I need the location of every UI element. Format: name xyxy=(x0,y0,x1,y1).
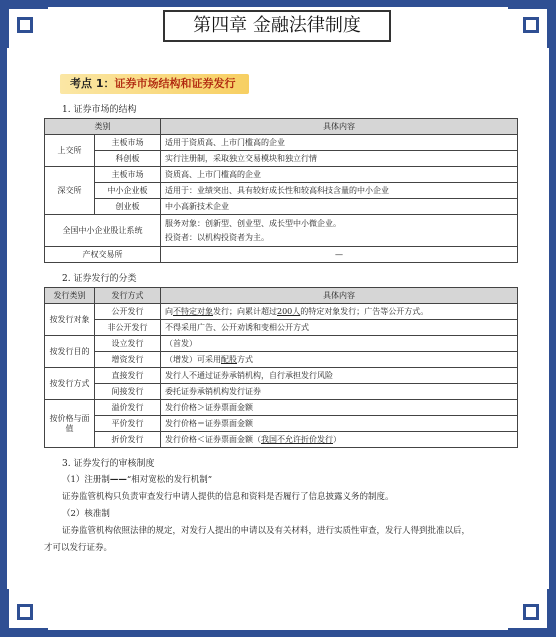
issue-content: 委托证券承销机构发行证券 xyxy=(161,384,518,400)
issue-method: 公开发行 xyxy=(95,304,161,320)
issue-method: 增资发行 xyxy=(95,352,161,368)
neeq-line: 投资者：以机构投资者为主。 xyxy=(165,232,269,242)
board-content: 中小高新技术企业 xyxy=(161,199,518,215)
issue-method: 平价发行 xyxy=(95,416,161,432)
issue-content: 发行价格＝证券票面金额 xyxy=(161,416,518,432)
issue-content: （增发）可采用配股方式 xyxy=(161,352,518,368)
kaodian-prefix: 考点 1： xyxy=(70,77,115,90)
kaodian-banner xyxy=(60,74,249,94)
header-issue-category: 发行类别 xyxy=(45,288,95,304)
issue-method: 间接发行 xyxy=(95,384,161,400)
registration-system-text: 证券监管机构只负责审查发行申请人提供的信息和资料是否履行了信息披露义务的制度。 xyxy=(62,492,394,502)
issue-category: 按发行对象 xyxy=(45,304,95,336)
issue-method: 非公开发行 xyxy=(95,320,161,336)
board-content: 资质高、上市门槛高的企业 xyxy=(161,167,518,183)
corner-ornament xyxy=(508,4,552,48)
board-name: 主板市场 xyxy=(95,167,161,183)
neeq-content xyxy=(161,215,518,247)
issue-method: 折价发行 xyxy=(95,432,161,448)
issue-content: 发行价格＜证券票面金额（我国不允许折价发行） xyxy=(161,432,518,448)
neeq-line: 服务对象：创新型、创业型、成长型中小微企业。 xyxy=(165,218,341,228)
issue-method: 直接发行 xyxy=(95,368,161,384)
issue-content: 不得采用广告、公开劝诱和变相公开方式 xyxy=(161,320,518,336)
section3-heading: 3. 证券发行的审核制度 xyxy=(62,459,155,469)
issue-method: 溢价发行 xyxy=(95,400,161,416)
neeq-name: 全国中小企业股让系统 xyxy=(45,215,161,247)
section1-heading: 1. 证券市场的结构 xyxy=(62,105,137,115)
section2-heading: 2. 证券发行的分类 xyxy=(62,274,137,284)
issue-category: 按价格与面值 xyxy=(45,400,95,448)
header-issue-method: 发行方式 xyxy=(95,288,161,304)
board-name: 主板市场 xyxy=(95,135,161,151)
issue-method: 设立发行 xyxy=(95,336,161,352)
board-content: 实行注册制，采取独立交易模块和独立行情 xyxy=(161,151,518,167)
header-content: 具体内容 xyxy=(161,288,518,304)
exchange-name: 深交所 xyxy=(45,167,95,215)
corner-ornament xyxy=(508,589,552,633)
registration-system-line: （1）注册制——“相对宽松的发行机制” xyxy=(62,475,213,485)
issue-category: 按发行方式 xyxy=(45,368,95,400)
approval-system-text-cont: 才可以发行证券。 xyxy=(44,543,113,553)
content xyxy=(44,72,518,557)
issue-category: 按发行目的 xyxy=(45,336,95,368)
kaodian-title: 证券市场结构和证券发行 xyxy=(114,77,236,90)
board-name: 科创板 xyxy=(95,151,161,167)
board-content: 适用于：业绩突出、具有较好成长性和较高科技含量的中小企业 xyxy=(161,183,518,199)
issue-content: 向不特定对象发行；向累计超过200人的特定对象发行；广告等公开方式。 xyxy=(161,304,518,320)
chapter-title: 第四章 金融法律制度 xyxy=(163,10,391,42)
approval-system-text: 证券监管机构依照法律的规定，对发行人提出的申请以及有关材料，进行实质性审查，发行人得到批准以后， xyxy=(62,526,471,536)
exchange-name: 上交所 xyxy=(45,135,95,167)
issuance-classification-table xyxy=(44,287,518,448)
corner-ornament xyxy=(4,4,48,48)
board-name: 创业板 xyxy=(95,199,161,215)
header-category: 类别 xyxy=(45,119,161,135)
issue-content: 发行人不通过证券承销机构，自行承担发行风险 xyxy=(161,368,518,384)
corner-ornament xyxy=(4,589,48,633)
equity-exchange-name: 产权交易所 xyxy=(45,247,161,263)
issue-content: 发行价格＞证券票面金额 xyxy=(161,400,518,416)
equity-exchange-content: — xyxy=(161,247,518,263)
header-content: 具体内容 xyxy=(161,119,518,135)
board-content: 适用于资质高、上市门槛高的企业 xyxy=(161,135,518,151)
issue-content: （首发） xyxy=(161,336,518,352)
board-name: 中小企业板 xyxy=(95,183,161,199)
approval-system-label: （2）核准制 xyxy=(62,509,110,519)
market-structure-table xyxy=(44,118,518,263)
